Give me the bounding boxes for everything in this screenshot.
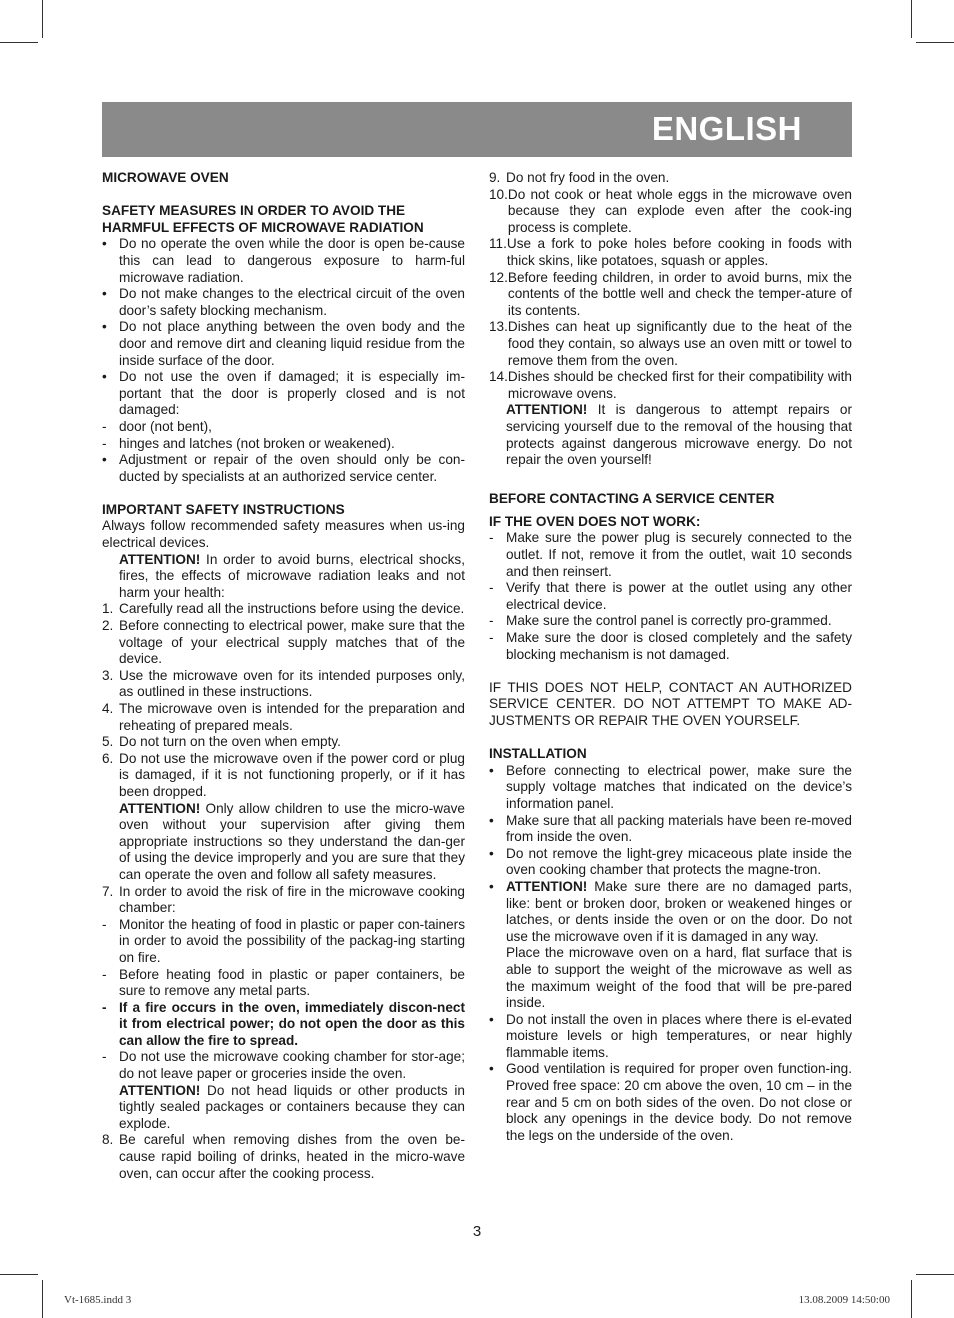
list-item: - door (not bent), xyxy=(102,418,212,434)
attention-note: ATTENTION! It is dangerous to attempt repairs or servicing yourself due to the removal of the housing that protects against dangerous microwave energy. Do not repair the oven yourself! xyxy=(506,402,852,468)
list-item: • Good ventilation is required for proper oven function-ing. Proved free space: 20 cm above the oven, 10 cm – in the rear and 5 cm on both sides of the oven. Do not close or block any openings in the device body. Do not remove the legs on the underside of the oven. xyxy=(489,1061,852,1143)
page-title: ENGLISH xyxy=(651,110,802,147)
list-item: - Make sure the control panel is correctly pro-grammed. xyxy=(489,613,832,629)
crop-mark xyxy=(42,0,43,38)
list-item: • Do not install the oven in places where there is el-evated moisture levels or high temperatures, or near highly flammable items. xyxy=(489,1011,852,1060)
list-item: 12. Before feeding children, in order to avoid burns, mix the contents of the bottle well and check the temper-ature of its contents. xyxy=(489,269,852,318)
crop-mark xyxy=(916,1274,954,1275)
crop-mark xyxy=(916,42,954,43)
list-item: • Do not make changes to the electrical circuit of the oven door’s safety blocking mechanism. xyxy=(102,286,465,318)
attention-note: ATTENTION! Only allow children to use the micro-wave oven without your supervision after giving them appropriate instructions so they understand the dan-ger of using the device improperly and you are sure that they can operate the oven and follow all safety measures. xyxy=(119,800,465,882)
language-header xyxy=(102,102,852,157)
section-heading: IMPORTANT SAFETY INSTRUCTIONS xyxy=(102,501,345,517)
list-item: - Verify that there is power at the outlet using any other electrical device. xyxy=(489,580,852,612)
list-item: 14. Dishes should be checked first for their compatibility with microwave ovens. xyxy=(489,369,852,401)
crop-mark xyxy=(911,1280,912,1318)
crop-mark xyxy=(0,1274,38,1275)
section-title: MICROWAVE OVEN xyxy=(102,170,229,185)
left-column xyxy=(102,170,465,1182)
list-item: • Before connecting to electrical power, make sure the supply voltage matches that indicated on the device’s information panel. xyxy=(489,762,852,811)
list-item: - Make sure the power plug is securely connected to the outlet. If not, remove it from the outlet, wait 10 seconds and then reinsert. xyxy=(489,530,852,579)
list-item: 11. Use a fork to poke holes before cooking in foods with thick skins, like potatoes, squash or apples. xyxy=(489,236,852,268)
list-item: - Do not use the microwave cooking chamber for stor-age; do not leave paper or groceries inside the oven. xyxy=(102,1049,465,1082)
crop-mark xyxy=(42,1280,43,1318)
section-heading: INSTALLATION xyxy=(489,746,587,762)
list-item: • Do not place anything between the oven body and the door and remove dirt and cleaning liquid residue from the inside surface of the door. xyxy=(102,319,465,368)
list-item: • Make sure that all packing materials have been re-moved from inside the oven. xyxy=(489,812,852,845)
right-column xyxy=(489,170,852,1144)
list-item: 1. Carefully read all the instructions before using the device. xyxy=(102,601,465,617)
list-item: 6. Do not use the microwave oven if the power cord or plug is damaged, if it is not functioning properly, or if it has been dropped. xyxy=(102,750,465,799)
list-item: 8. Be careful when removing dishes from the oven be-cause rapid boiling of drinks, heated in the micro-wave oven, can occur after the cooking process. xyxy=(102,1132,465,1181)
list-item: - hinges and latches (not broken or weakened). xyxy=(102,435,395,451)
list-item: 2. Before connecting to electrical power, make sure that the voltage of your electrical supply matches that of the device. xyxy=(102,618,465,667)
attention-note: ATTENTION! In order to avoid burns, electrical shocks, fires, the effects of microwave radiation leaks and not harm your health: xyxy=(119,551,465,600)
section-heading: BEFORE CONTACTING A SERVICE CENTER xyxy=(489,491,775,507)
list-item: 13. Dishes can heat up significantly due to the heat of the food they contain, so always use an oven mitt or towel to remove them from the oven. xyxy=(489,319,852,368)
crop-mark xyxy=(0,42,38,43)
list-item: • Do not remove the light-grey micaceous plate inside the oven cooking chamber that protects the magne-tron. xyxy=(489,845,852,878)
list-item: - Monitor the heating of food in plastic or paper con-tainers in order to avoid the possibility of the packag-ing starting on fire. xyxy=(102,916,465,965)
service-note: IF THIS DOES NOT HELP, CONTACT AN AUTHORIZED SERVICE CENTER. DO NOT ATTEMPT TO MAKE AD-JUSTMENTS OR REPAIR THE OVEN YOURSELF. xyxy=(489,679,852,728)
footer-file: Vt-1685.indd 3 xyxy=(64,1294,132,1306)
paragraph: Always follow recommended safety measures when us-ing electrical devices. xyxy=(102,518,465,551)
list-item: 4. The microwave oven is intended for the preparation and reheating of prepared meals. xyxy=(102,701,465,733)
list-item: • Do no operate the oven while the door is open be-cause this can lead to dangerous exposure to harm-ful microwave radiation. xyxy=(102,236,465,285)
list-item: 10. Do not cook or heat whole eggs in the microwave oven because they can explode even after the cook-ing process is complete. xyxy=(489,186,852,235)
attention-note: ATTENTION! Do not head liquids or other products in tightly sealed packages or containers because they can explode. xyxy=(119,1082,465,1131)
section-heading: HARMFUL EFFECTS OF MICROWAVE RADIATION xyxy=(102,219,424,235)
list-item: - If a fire occurs in the oven, immediately discon-nect it from electrical power; do not open the door as this can allow the fire to spread. xyxy=(102,999,465,1048)
paragraph: Place the microwave oven on a hard, flat surface that is able to support the weight of the microwave as well as the maximum weight of the food that will be pre-pared inside. xyxy=(506,945,852,1011)
list-item: - Before heating food in plastic or paper containers, be sure to remove any metal parts. xyxy=(102,966,465,999)
list-item: • Adjustment or repair of the oven should only be con-ducted by specialists at an authorized service center. xyxy=(102,452,465,484)
section-subheading: IF THE OVEN DOES NOT WORK: xyxy=(489,513,701,529)
crop-mark xyxy=(911,0,912,38)
list-item: 9. Do not fry food in the oven. xyxy=(489,170,670,185)
list-item: 7. In order to avoid the risk of fire in the microwave cooking chamber: xyxy=(102,883,465,916)
footer-timestamp: 13.08.2009 14:50:00 xyxy=(798,1294,890,1306)
section-heading: SAFETY MEASURES IN ORDER TO AVOID THE xyxy=(102,203,406,219)
list-item: • Do not use the oven if damaged; it is especially im-portant that the door is properly closed and is not damaged: xyxy=(102,369,465,418)
list-item: - Make sure the door is closed completely and the safety blocking mechanism is not damaged. xyxy=(489,630,852,662)
page-number: 3 xyxy=(472,1223,482,1240)
list-item: 5. Do not turn on the oven when empty. xyxy=(102,734,341,750)
list-item: • ATTENTION! Make sure there are no damaged parts, like: bent or broken door, broken or weakened hinges or latches, or dents inside the oven or on the door. Do not use the microwave oven if it is damaged in any way. xyxy=(489,878,852,944)
list-item: 3. Use the microwave oven for its intended purposes only, as outlined in these instructions. xyxy=(102,667,465,700)
